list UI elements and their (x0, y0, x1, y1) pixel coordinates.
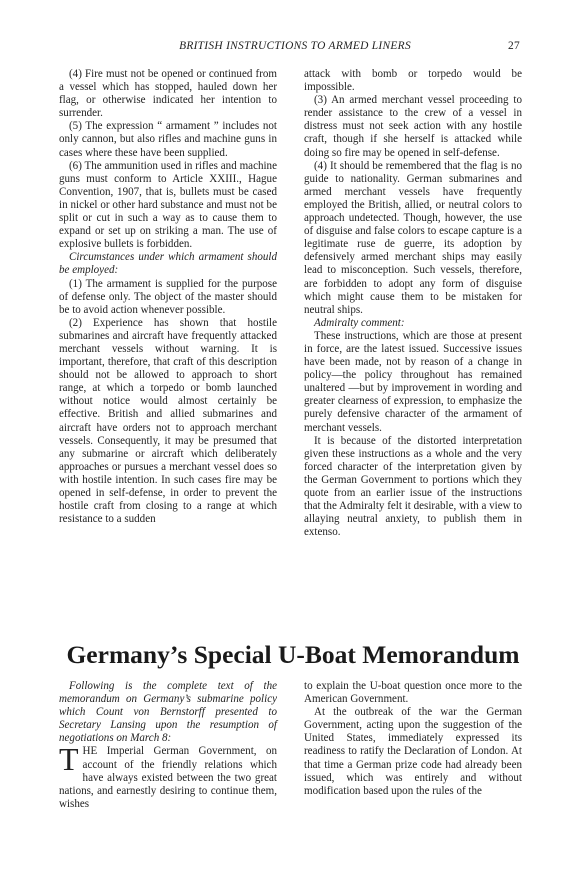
paragraph: (4) It should be remembered that the flag is no guide to nationality. German submarines and armed merchant vessels have frequently employed the British, allied, or neutral colors to approach undetected. Though, however, the use of disguise and false colors to escape capture is a legitimate ruse de guerre, its adoption by defensively armed merchant ships may easily lead to misconception. Such vessels, therefore, are forbidden to adopt any form of disguise which might cause them to be mistaken for neutral ships. (304, 159, 522, 316)
article-heading: Germany’s Special U-Boat Memorandum (66, 640, 520, 669)
paragraph: These instructions, which are those at present in force, are the latest issued. Successive issues have been made, not by reason of a change in policy—the policy throughout has remained unaltered —but by improvement in wording and greater clearness of expression, to emphasize the purely defensive character of the armament of merchant vessels. (304, 329, 522, 434)
lower-right-column (304, 680, 522, 798)
paragraph: (1) The armament is supplied for the purpose of defense only. The object of the master should be to avoid action whenever possible. (59, 277, 277, 316)
paragraph: (3) An armed merchant vessel proceeding to render assistance to the crew of a vessel in distress must not seek action with any hostile craft, though if she herself is attacked while doing so fire may be opened in self-defense. (304, 94, 522, 159)
paragraph: (5) The expression “ armament ” includes not only cannon, but also rifles and machine guns in cases where these have been supplied. (59, 120, 277, 159)
paragraph (59, 741, 277, 810)
lower-left-column (59, 680, 277, 811)
paragraph: At the outbreak of the war the German Government, acting upon the suggestion of the United States, immediately expressed its readiness to ratify the Declaration of London. At that time a German prize code had already been issued, which was entirely and without modification based upon the rules of the (304, 706, 522, 797)
paragraph: to explain the U-boat question once more to the American Government. (304, 680, 522, 706)
paragraph: (2) Experience has shown that hostile submarines and aircraft have frequently attacked merchant vessels without warning. It is important, therefore, that craft of this description should not be allowed to approach to short range, at which a torpedo or bomb launched without notice would almost certainly be effective. British and allied submarines and aircraft have orders not to approach merchant vessels. Consequently, it may be presumed that any submarine or aircraft which deliberately approaches or pursues a merchant vessel does so with hostile intention. In such cases fire may be opened in self-defense, in order to prevent the hostile craft from closing to a range at which resistance to a sudden (59, 316, 277, 526)
running-head-title: BRITISH INSTRUCTIONS TO ARMED LINERS (179, 40, 411, 52)
upper-right-column (304, 68, 522, 539)
paragraph: It is because of the distorted interpretation given these instructions as a whole and the very forced character of the interpretation given by the German Government to portions which they quote from an earlier issue of the instructions that the Admiralty felt it desirable, with a view to allaying neutral anxiety, to publish them in extenso. (304, 434, 522, 539)
paragraph: (4) Fire must not be opened or continued from a vessel which has stopped, hauled down her flag, or otherwise indicated her intention to surrender. (59, 68, 277, 120)
drop-cap: T (59, 741, 79, 778)
subheading: Admiralty comment: (314, 316, 405, 329)
upper-left-column (59, 68, 277, 526)
article-intro: Following is the complete text of the memorandum on Germany’s submarine policy which Count von Bernstorff presented to Secretary Lansing upon the resumption of negotiations on March 8: (59, 680, 277, 745)
page-number: 27 (508, 40, 520, 52)
first-paragraph-text: HE Imperial German Government, on account of the friendly relations which have always existed between the two great nations, and earnestly desiring to continue them, wishes (59, 745, 277, 810)
paragraph: attack with bomb or torpedo would be impossible. (304, 68, 522, 94)
subheading: Circumstances under which armament should be employed: (59, 251, 277, 277)
paragraph: (6) The ammunition used in rifles and machine guns must conform to Article XXIII., Hague Convention, 1907, that is, bullets must be cased in nickel or other hard substance and must not be split or cut in such a way as to cause them to expand or set up on striking a man. The use of explosive bullets is forbidden. (59, 159, 277, 251)
